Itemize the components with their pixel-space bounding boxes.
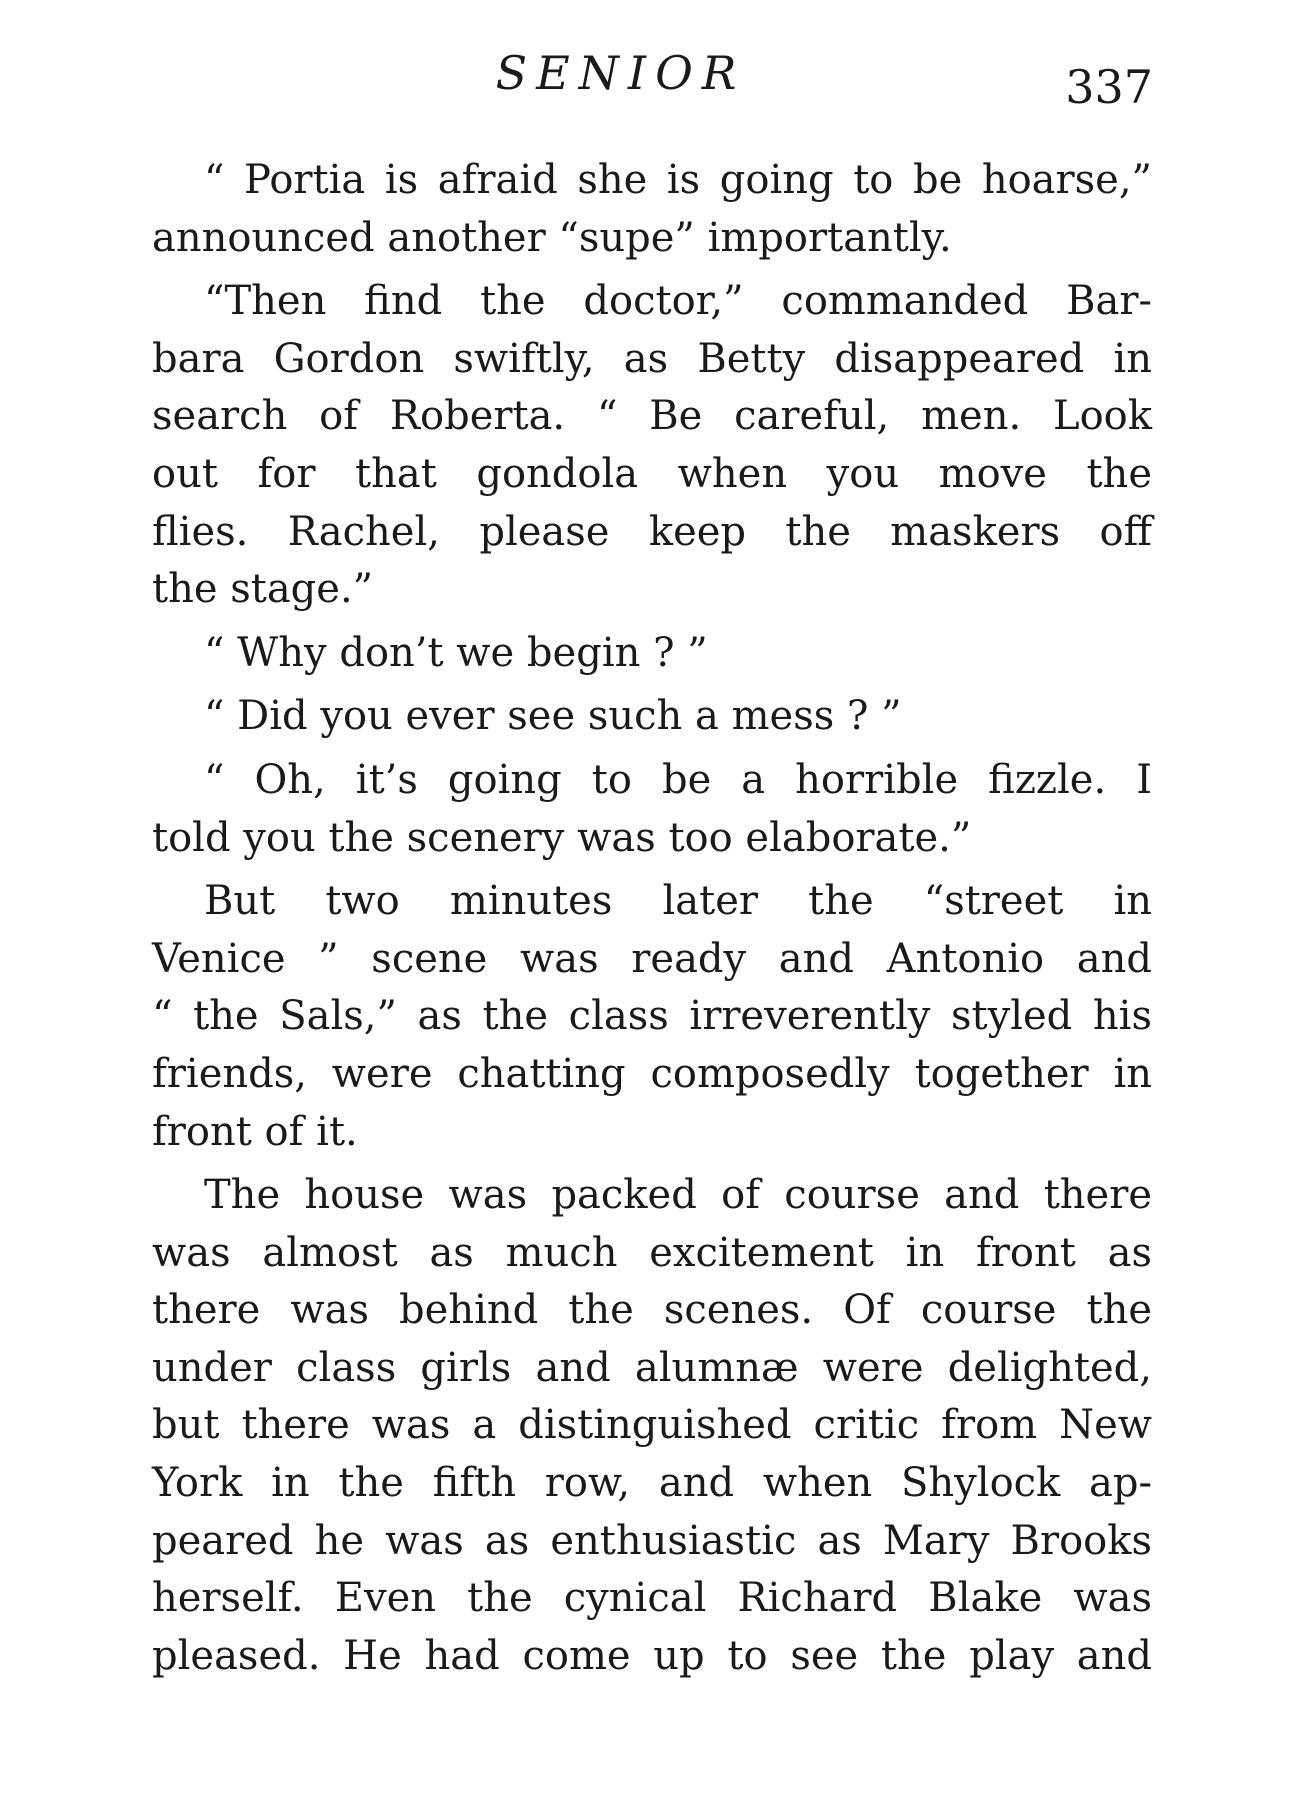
text-line: York in the fifth row, and when Shylock ap- [152,1460,1152,1507]
text-line: but there was a distinguished critic from New [152,1402,1152,1449]
text-line: friends, were chatting composedly together in [152,1050,1152,1097]
text-line: Venice ” scene was ready and Antonio and [152,935,1152,982]
text-line: there was behind the scenes. Of course the [152,1287,1152,1334]
paragraph [152,625,1152,683]
text-line: search of Roberta. “ Be careful, men. Look [152,393,1152,440]
paragraph [152,688,1152,746]
text-line: front of it. [152,1108,358,1155]
paragraph [152,1167,1152,1685]
paragraph [152,273,1152,619]
text-line: peared he was as enthusiastic as Mary Brooks [152,1517,1152,1564]
text-line: was almost as much excitement in front as [152,1229,1152,1276]
text-line: herself. Even the cynical Richard Blake was [152,1575,1152,1622]
text-line: “Then find the doctor,” commanded Bar- [204,278,1152,325]
text-line: The house was packed of course and there [204,1172,1152,1219]
text-line: told you the scenery was too elaborate.” [152,814,972,861]
text-line: pleased. He had come up to see the play and [152,1632,1152,1679]
text-line: “ Oh, it’s going to be a horrible fizzle. I [204,756,1152,803]
text-line: “ Why don’t we begin ? ” [204,629,708,676]
text-line: out for that gondola when you move the [152,450,1152,497]
paragraph [152,752,1152,867]
text-line: “ the Sals,” as the class irreverently styled his [152,993,1152,1040]
running-title: SENIOR [495,46,746,100]
body-text [152,152,1152,1685]
paragraph [152,152,1152,267]
text-line: “ Did you ever see such a mess ? ” [204,693,902,740]
text-line: bara Gordon swiftly, as Betty disappeared in [152,335,1152,382]
text-line: But two minutes later the “street in [204,878,1152,925]
running-head [0,46,1301,116]
page-number: 337 [1065,60,1153,114]
text-line: the stage.” [152,566,374,613]
text-line: “ Portia is afraid she is going to be hoarse,” [204,157,1152,203]
text-line: announced another “supe” importantly. [152,214,952,261]
paragraph [152,873,1152,1161]
text-line: flies. Rachel, please keep the maskers off [152,508,1152,555]
text-line: under class girls and alumnæ were delighted, [152,1344,1152,1391]
